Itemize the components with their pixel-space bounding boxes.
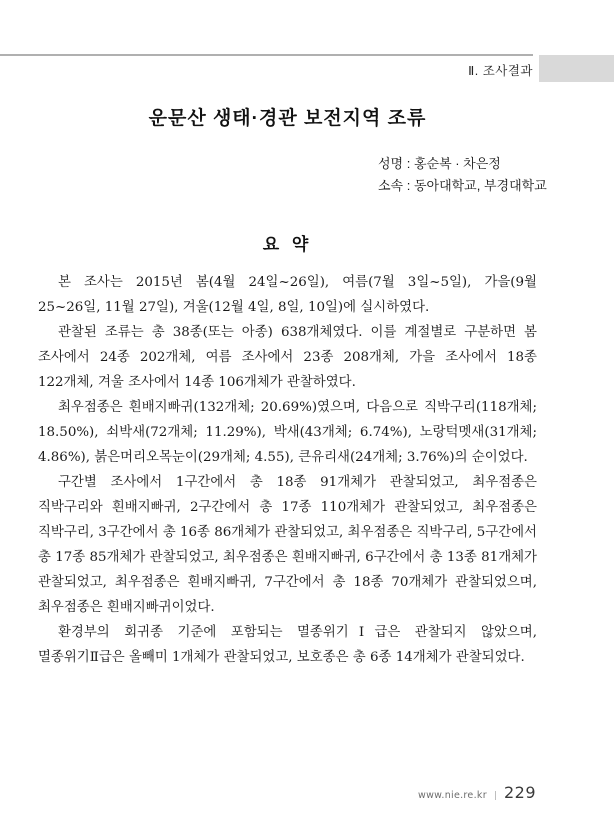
summary-paragraph: 구간별 조사에서 1구간에서 총 18종 91개체가 관찰되었고, 최우점종은 직박구리와 흰배지빠귀, 2구간에서 총 17종 110개체가 관찰되었고, 최우점종은 직박구리, 3구간에서 총 16종 86개체가 관찰되었고, 최우점종은 직박구리, 5구간에서 총 17종 85개체가 관찰되었고, 최우점종은 흰배지빠귀, 6구간에서 총 13종 81개체가 관찰되었고, 최우점종은 흰배지빠귀, 7구간에서 총 18종 70개체가 관찰되었으며, 최우점종은 흰배지빠귀이었다. [38, 475, 537, 615]
footer-page-number: 229 [503, 783, 536, 802]
author-affiliation-line: 소속 : 동아대학교, 부경대학교 [378, 178, 547, 193]
author-block [378, 153, 547, 197]
header-section-label: Ⅱ. 조사결과 [468, 64, 533, 78]
summary-paragraph: 환경부의 회귀종 기준에 포함되는 멸종위기Ⅰ급은 관찰되지 않았으며, 멸종위기Ⅱ급은 올빼미 1개체가 관찰되었고, 보호종은 총 6종 14개체가 관찰되었다. [38, 625, 537, 665]
summary-heading: 요 약 [262, 235, 313, 254]
summary-paragraph: 본 조사는 2015년 봄(4월 24일~26일), 여름(7월 3일~5일), 가을(9월 25~26일, 11월 27일), 겨울(12월 4일, 8일, 10일)에 실시하였다. [38, 275, 537, 315]
footer-website: www.nie.re.kr [418, 790, 487, 801]
header-rule [0, 54, 533, 56]
page-footer [418, 783, 536, 802]
footer-separator: | [493, 791, 497, 801]
document-title: 운문산 생태·경관 보전지역 조류 [148, 108, 427, 129]
summary-body [38, 270, 537, 670]
author-name-line: 성명 : 홍순복 · 차은정 [378, 156, 501, 171]
summary-paragraph: 최우점종은 흰배지빠귀(132개체; 20.69%)였으며, 다음으로 직박구리(118개체; 18.50%), 쇠박새(72개체; 11.29%), 박새(43개체; 6.74%), 노랑턱멧새(31개체; 4.86%), 붉은머리오목눈이(29개체; 4.55), 큰유리새(24개체; 3.76%)의 순이었다. [38, 400, 537, 465]
header-accent-box [539, 55, 614, 82]
summary-paragraph: 관찰된 조류는 총 38종(또는 아종) 638개체였다. 이를 계절별로 구분하면 봄 조사에서 24종 202개체, 여름 조사에서 23종 208개체, 가을 조사에서 18종 122개체, 겨울 조사에서 14종 106개체가 관찰하였다. [38, 325, 537, 390]
